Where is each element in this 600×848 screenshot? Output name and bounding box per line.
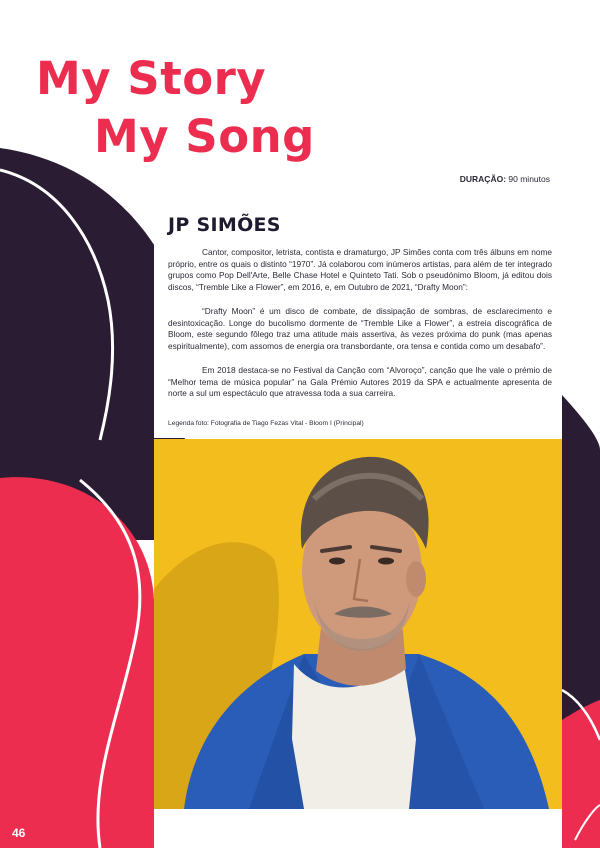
artist-name: JP SIMÕES xyxy=(168,214,281,236)
bio-paragraph-2: “Drafty Moon” é um disco de combate, de dissipação de sombras, de esclarecimento e desintoxicação. Longe do bucolismo dormente de “Tremble Like a Flower”, a estreia discográfica de Bloom, este segundo fôlego traz uma atitude mais assertiva, às vezes próxima do punk (mas apenas espiritualmente), com assomos de energia ora transbordante, ora tensa e contida como um desabafo”. xyxy=(168,306,552,351)
artist-photo xyxy=(154,439,562,809)
duration-info xyxy=(460,174,550,184)
title-line-2: My Song xyxy=(94,110,315,163)
artist-bio xyxy=(168,247,552,413)
bio-paragraph-3: Em 2018 destaca-se no Festival da Canção com “Alvoroço”, canção que lhe vale o prémio de “Melhor tema de música popular” na Gala Prémio Autores 2019 da SPA e actualmente apresenta de norte a sul um espectáculo que atravessa toda a sua carreira. xyxy=(168,365,552,399)
page-number: 46 xyxy=(12,826,26,840)
duration-label: DURAÇÃO: xyxy=(459,174,507,184)
duration-value: 90 minutos xyxy=(508,174,550,184)
photo-caption: Legenda foto: Fotografia de Tiago Fezas Vital - Bloom I (Principal) xyxy=(168,420,364,427)
title-line-1: My Story xyxy=(36,52,267,105)
bio-paragraph-1: Cantor, compositor, letrista, contista e dramaturgo, JP Simões conta com três álbuns em nome próprio, entre os quais o distinto “1970”. Já colaborou com inúmeros artistas, para além de ter integrado grupos como Pop Dell'Arte, Belle Chase Hotel e Quinteto Tati. Sob o pseudónimo Bloom, já editou dois discos, “Tremble Like a Flower”, em 2016, e, em Outubro de 2021, “Drafty Moon”: xyxy=(168,247,552,292)
